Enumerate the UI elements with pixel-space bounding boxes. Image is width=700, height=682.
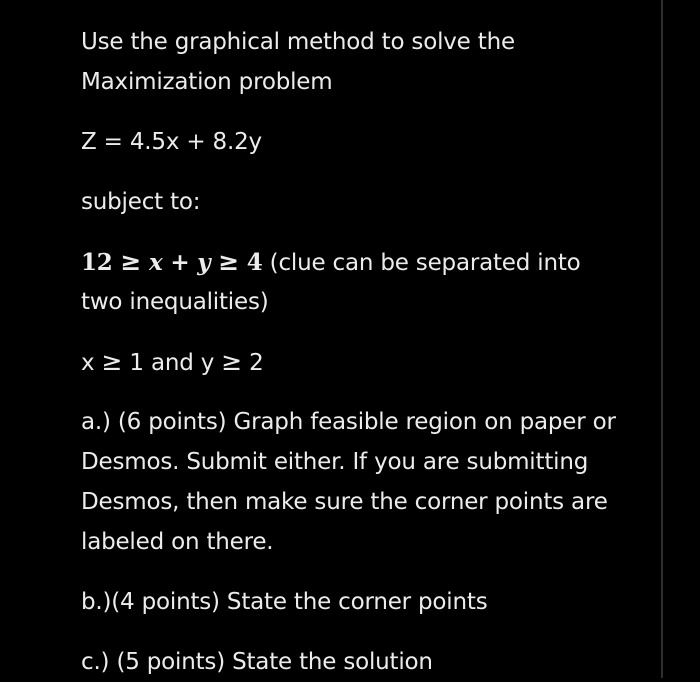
intro-line-1: Use the graphical method to solve the xyxy=(81,29,515,55)
geq-symbol: ≥ xyxy=(218,247,239,276)
geq-symbol: ≥ xyxy=(120,247,142,276)
part-c: c.) (5 points) State the solution xyxy=(81,649,433,675)
constraint-bounds xyxy=(81,342,641,382)
plus-symbol: + xyxy=(170,249,190,276)
objective-function: Z = 4.5x + 8.2y xyxy=(81,129,262,155)
x-bound-value: 1 and y xyxy=(122,350,222,376)
problem-text xyxy=(81,22,641,682)
subject-to-label: subject to: xyxy=(81,189,201,215)
geq-symbol: ≥ xyxy=(221,347,243,376)
geq-symbol: ≥ xyxy=(101,347,123,376)
right-border xyxy=(661,0,663,678)
part-a-line-4: labeled on there. xyxy=(81,529,274,555)
part-b: b.)(4 points) State the corner points xyxy=(81,589,488,615)
constraint-note-line-2: two inequalities) xyxy=(81,289,269,315)
x-bound-var: x xyxy=(81,350,95,376)
constraint-note: (clue can be separated into xyxy=(262,250,581,276)
intro-line-2: Maximization problem xyxy=(81,69,333,95)
constraint-sum-math xyxy=(81,249,263,276)
lhs-value: 12 xyxy=(81,249,113,276)
var-y: y xyxy=(197,249,211,276)
part-a-line-3: Desmos, then make sure the corner points are xyxy=(81,489,608,515)
y-bound-value: 2 xyxy=(242,350,264,376)
constraint-sum xyxy=(81,242,641,282)
var-x: x xyxy=(148,249,163,276)
rhs-value: 4 xyxy=(246,249,263,276)
part-a-line-1: a.) (6 points) Graph feasible region on paper or xyxy=(81,409,616,435)
part-a-line-2: Desmos. Submit either. If you are submitting xyxy=(81,449,589,475)
